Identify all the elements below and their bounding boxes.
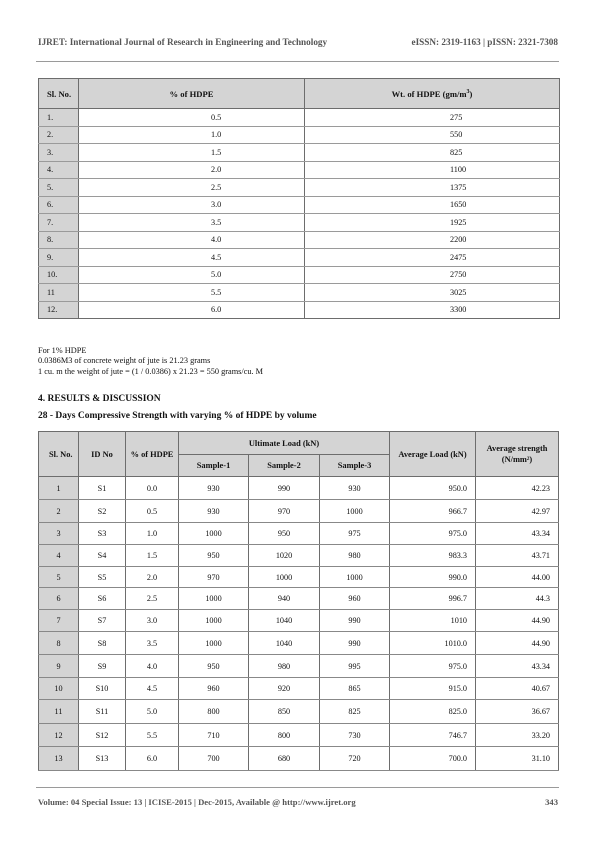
cell-sample-3: 995	[320, 655, 390, 678]
cell-hdpe-weight: 1375	[305, 179, 560, 197]
column-header-sample-1: Sample-1	[179, 455, 249, 477]
cell-sl-no: 5	[39, 567, 79, 588]
cell-hdpe-percent: 2.5	[126, 588, 179, 610]
cell-sample-2: 1040	[249, 632, 320, 655]
cell-average-load: 700.0	[390, 747, 476, 771]
table-row	[39, 545, 559, 567]
issn-numbers: eISSN: 2319-1163 | pISSN: 2321-7308	[411, 37, 558, 47]
cell-hdpe-percent: 0.0	[126, 477, 179, 500]
cell-id-no: S2	[79, 500, 126, 523]
column-header-hdpe-percent: % of HDPE	[79, 79, 305, 109]
cell-sample-1: 950	[179, 545, 249, 567]
cell-average-load: 996.7	[390, 588, 476, 610]
table-caption: 28 - Days Compressive Strength with varying % of HDPE by volume	[38, 411, 317, 421]
table-row	[39, 610, 559, 632]
column-header-ultimate-load: Ultimate Load (kN)	[179, 432, 390, 455]
table-row	[39, 196, 560, 214]
cell-sample-1: 710	[179, 724, 249, 747]
cell-sl-no: 13	[39, 747, 79, 771]
table-row	[39, 179, 560, 197]
column-header-sample-2: Sample-2	[249, 455, 320, 477]
cell-sample-1: 1000	[179, 523, 249, 545]
cell-sl-no: 4	[39, 545, 79, 567]
cell-sample-2: 980	[249, 655, 320, 678]
cell-hdpe-percent: 2.0	[79, 161, 305, 179]
cell-sample-3: 1000	[320, 567, 390, 588]
note-line: 1 cu. m the weight of jute = (1 / 0.0386) x 21.23 = 550 grams/cu. M	[38, 366, 264, 376]
table-row	[39, 700, 559, 724]
cell-sample-3: 720	[320, 747, 390, 771]
cell-sl-no: 1	[39, 477, 79, 500]
cell-average-strength: 36.67	[476, 700, 559, 724]
cell-average-strength: 40.67	[476, 678, 559, 700]
cell-sample-1: 930	[179, 477, 249, 500]
cell-average-load: 950.0	[390, 477, 476, 500]
cell-sample-2: 680	[249, 747, 320, 771]
cell-sl-no: 5.	[39, 179, 79, 197]
cell-sample-2: 800	[249, 724, 320, 747]
table-header-row	[39, 432, 559, 455]
cell-sl-no: 2	[39, 500, 79, 523]
cell-sample-1: 950	[179, 655, 249, 678]
column-header-sl-no: Sl. No.	[39, 79, 79, 109]
cell-average-strength: 44.3	[476, 588, 559, 610]
cell-average-strength: 44.90	[476, 632, 559, 655]
cell-hdpe-weight: 3025	[305, 284, 560, 302]
table-row	[39, 500, 559, 523]
table-row	[39, 655, 559, 678]
running-footer	[38, 797, 558, 809]
cell-average-load: 746.7	[390, 724, 476, 747]
note-line: For 1% HDPE	[38, 346, 87, 355]
cell-sl-no: 4.	[39, 161, 79, 179]
cell-hdpe-percent: 4.5	[79, 249, 305, 267]
cell-average-load: 983.3	[390, 545, 476, 567]
hdpe-weight-table	[38, 78, 560, 319]
compressive-strength-table	[38, 431, 559, 771]
cell-hdpe-weight: 1925	[305, 214, 560, 232]
table-row	[39, 567, 559, 588]
cell-id-no: S6	[79, 588, 126, 610]
table-row	[39, 161, 560, 179]
cell-sample-2: 950	[249, 523, 320, 545]
cell-hdpe-percent: 2.5	[79, 179, 305, 197]
cell-hdpe-percent: 0.5	[126, 500, 179, 523]
table-row	[39, 301, 560, 319]
cell-id-no: S4	[79, 545, 126, 567]
cell-id-no: S1	[79, 477, 126, 500]
cell-average-load: 966.7	[390, 500, 476, 523]
cell-hdpe-weight: 3300	[305, 301, 560, 319]
cell-sample-3: 1000	[320, 500, 390, 523]
cell-hdpe-percent: 4.0	[79, 231, 305, 249]
table-row	[39, 678, 559, 700]
cell-sample-1: 970	[179, 567, 249, 588]
cell-average-strength: 33.20	[476, 724, 559, 747]
cell-id-no: S13	[79, 747, 126, 771]
cell-average-load: 975.0	[390, 655, 476, 678]
cell-sample-2: 1020	[249, 545, 320, 567]
column-header-hdpe-weight: Wt. of HDPE $(gm/m^3)$	[305, 79, 560, 109]
cell-id-no: S10	[79, 678, 126, 700]
cell-sample-3: 975	[320, 523, 390, 545]
cell-average-strength: 42.23	[476, 477, 559, 500]
cell-sl-no: 10	[39, 678, 79, 700]
cell-average-strength: 43.71	[476, 545, 559, 567]
column-header-id-no: ID No	[79, 432, 126, 477]
cell-id-no: S9	[79, 655, 126, 678]
cell-hdpe-weight: 1100	[305, 161, 560, 179]
cell-sl-no: 3.	[39, 144, 79, 162]
cell-hdpe-percent: 1.0	[126, 523, 179, 545]
cell-sample-3: 730	[320, 724, 390, 747]
cell-sl-no: 6	[39, 588, 79, 610]
cell-sample-3: 990	[320, 610, 390, 632]
cell-average-load: 825.0	[390, 700, 476, 724]
table-row	[39, 126, 560, 144]
cell-average-load: 1010	[390, 610, 476, 632]
cell-sample-1: 930	[179, 500, 249, 523]
cell-sample-1: 700	[179, 747, 249, 771]
cell-sample-1: 1000	[179, 610, 249, 632]
cell-average-strength: 44.90	[476, 610, 559, 632]
cell-sl-no: 12.	[39, 301, 79, 319]
cell-sample-3: 990	[320, 632, 390, 655]
footer-citation: Volume: 04 Special Issue: 13 | ICISE-2015 | Dec-2015, Available @ http://www.ijret.org	[38, 797, 356, 807]
cell-sample-2: 940	[249, 588, 320, 610]
cell-hdpe-percent: 3.0	[126, 610, 179, 632]
cell-hdpe-percent: 0.5	[79, 109, 305, 127]
table-row	[39, 214, 560, 232]
cell-average-strength: 31.10	[476, 747, 559, 771]
cell-hdpe-percent: 5.5	[126, 724, 179, 747]
cell-sample-2: 970	[249, 500, 320, 523]
cell-average-load: 915.0	[390, 678, 476, 700]
cell-sl-no: 8.	[39, 231, 79, 249]
cell-id-no: S3	[79, 523, 126, 545]
cell-sl-no: 11	[39, 284, 79, 302]
table-row	[39, 144, 560, 162]
cell-hdpe-percent: 1.0	[79, 126, 305, 144]
cell-sl-no: 2.	[39, 126, 79, 144]
cell-hdpe-weight: 825	[305, 144, 560, 162]
cell-sample-2: 1040	[249, 610, 320, 632]
cell-sample-2: 850	[249, 700, 320, 724]
cell-sample-3: 825	[320, 700, 390, 724]
cell-hdpe-weight: 2750	[305, 266, 560, 284]
table-row	[39, 109, 560, 127]
table-row	[39, 588, 559, 610]
cell-hdpe-weight: 1650	[305, 196, 560, 214]
cell-hdpe-percent: 6.0	[126, 747, 179, 771]
cell-sl-no: 10.	[39, 266, 79, 284]
cell-id-no: S12	[79, 724, 126, 747]
running-header	[38, 37, 558, 51]
cell-sample-2: 990	[249, 477, 320, 500]
cell-sl-no: 3	[39, 523, 79, 545]
cell-sl-no: 12	[39, 724, 79, 747]
cell-sample-2: 1000	[249, 567, 320, 588]
calculation-notes	[38, 346, 263, 377]
header-rule	[36, 61, 559, 62]
note-line: 0.0386M3 of concrete weight of jute is 21.23 grams	[38, 356, 211, 366]
cell-average-load: 990.0	[390, 567, 476, 588]
column-header-average-strength: Average strength (N/mm²)	[476, 432, 559, 477]
cell-average-strength: 42.97	[476, 500, 559, 523]
cell-hdpe-percent: 1.5	[126, 545, 179, 567]
column-header-hdpe-percent: % of HDPE	[126, 432, 179, 477]
cell-sample-3: 980	[320, 545, 390, 567]
table-row	[39, 523, 559, 545]
table-row	[39, 266, 560, 284]
cell-hdpe-weight: 275	[305, 109, 560, 127]
column-header-sample-3: Sample-3	[320, 455, 390, 477]
column-header-average-load: Average Load (kN)	[390, 432, 476, 477]
cell-hdpe-weight: 2475	[305, 249, 560, 267]
cell-sl-no: 1.	[39, 109, 79, 127]
journal-name: IJRET: International Journal of Research in Engineering and Technology	[38, 37, 328, 47]
cell-sample-1: 800	[179, 700, 249, 724]
cell-sl-no: 9	[39, 655, 79, 678]
section-heading: 4. RESULTS & DISCUSSION	[38, 394, 161, 404]
cell-average-strength: 44.00	[476, 567, 559, 588]
cell-hdpe-weight: 550	[305, 126, 560, 144]
cell-hdpe-percent: 6.0	[79, 301, 305, 319]
cell-sample-3: 960	[320, 588, 390, 610]
cell-sample-3: 930	[320, 477, 390, 500]
page-number: 343	[545, 797, 558, 807]
table-row	[39, 249, 560, 267]
cell-sample-1: 1000	[179, 632, 249, 655]
table-row	[39, 724, 559, 747]
cell-sl-no: 8	[39, 632, 79, 655]
cell-hdpe-percent: 1.5	[79, 144, 305, 162]
cell-sl-no: 7.	[39, 214, 79, 232]
table-row	[39, 747, 559, 771]
cell-sl-no: 9.	[39, 249, 79, 267]
cell-sl-no: 11	[39, 700, 79, 724]
cell-hdpe-percent: 5.5	[79, 284, 305, 302]
footer-rule	[36, 787, 559, 788]
cell-hdpe-percent: 2.0	[126, 567, 179, 588]
cell-sl-no: 7	[39, 610, 79, 632]
cell-id-no: S11	[79, 700, 126, 724]
cell-id-no: S8	[79, 632, 126, 655]
cell-sl-no: 6.	[39, 196, 79, 214]
cell-hdpe-percent: 4.0	[126, 655, 179, 678]
table-row	[39, 632, 559, 655]
cell-average-strength: 43.34	[476, 655, 559, 678]
table-row	[39, 477, 559, 500]
cell-average-strength: 43.34	[476, 523, 559, 545]
cell-hdpe-percent: 3.0	[79, 196, 305, 214]
cell-hdpe-percent: 5.0	[126, 700, 179, 724]
cell-hdpe-percent: 5.0	[79, 266, 305, 284]
cell-average-load: 1010.0	[390, 632, 476, 655]
cell-hdpe-percent: 3.5	[79, 214, 305, 232]
cell-hdpe-percent: 3.5	[126, 632, 179, 655]
cell-sample-3: 865	[320, 678, 390, 700]
table-row	[39, 284, 560, 302]
cell-hdpe-weight: 2200	[305, 231, 560, 249]
cell-sample-1: 1000	[179, 588, 249, 610]
column-header-sl-no: Sl. No.	[39, 432, 79, 477]
cell-id-no: S5	[79, 567, 126, 588]
table-header-row	[39, 79, 560, 109]
table-row	[39, 231, 560, 249]
cell-hdpe-percent: 4.5	[126, 678, 179, 700]
cell-sample-1: 960	[179, 678, 249, 700]
cell-sample-2: 920	[249, 678, 320, 700]
cell-average-load: 975.0	[390, 523, 476, 545]
cell-id-no: S7	[79, 610, 126, 632]
